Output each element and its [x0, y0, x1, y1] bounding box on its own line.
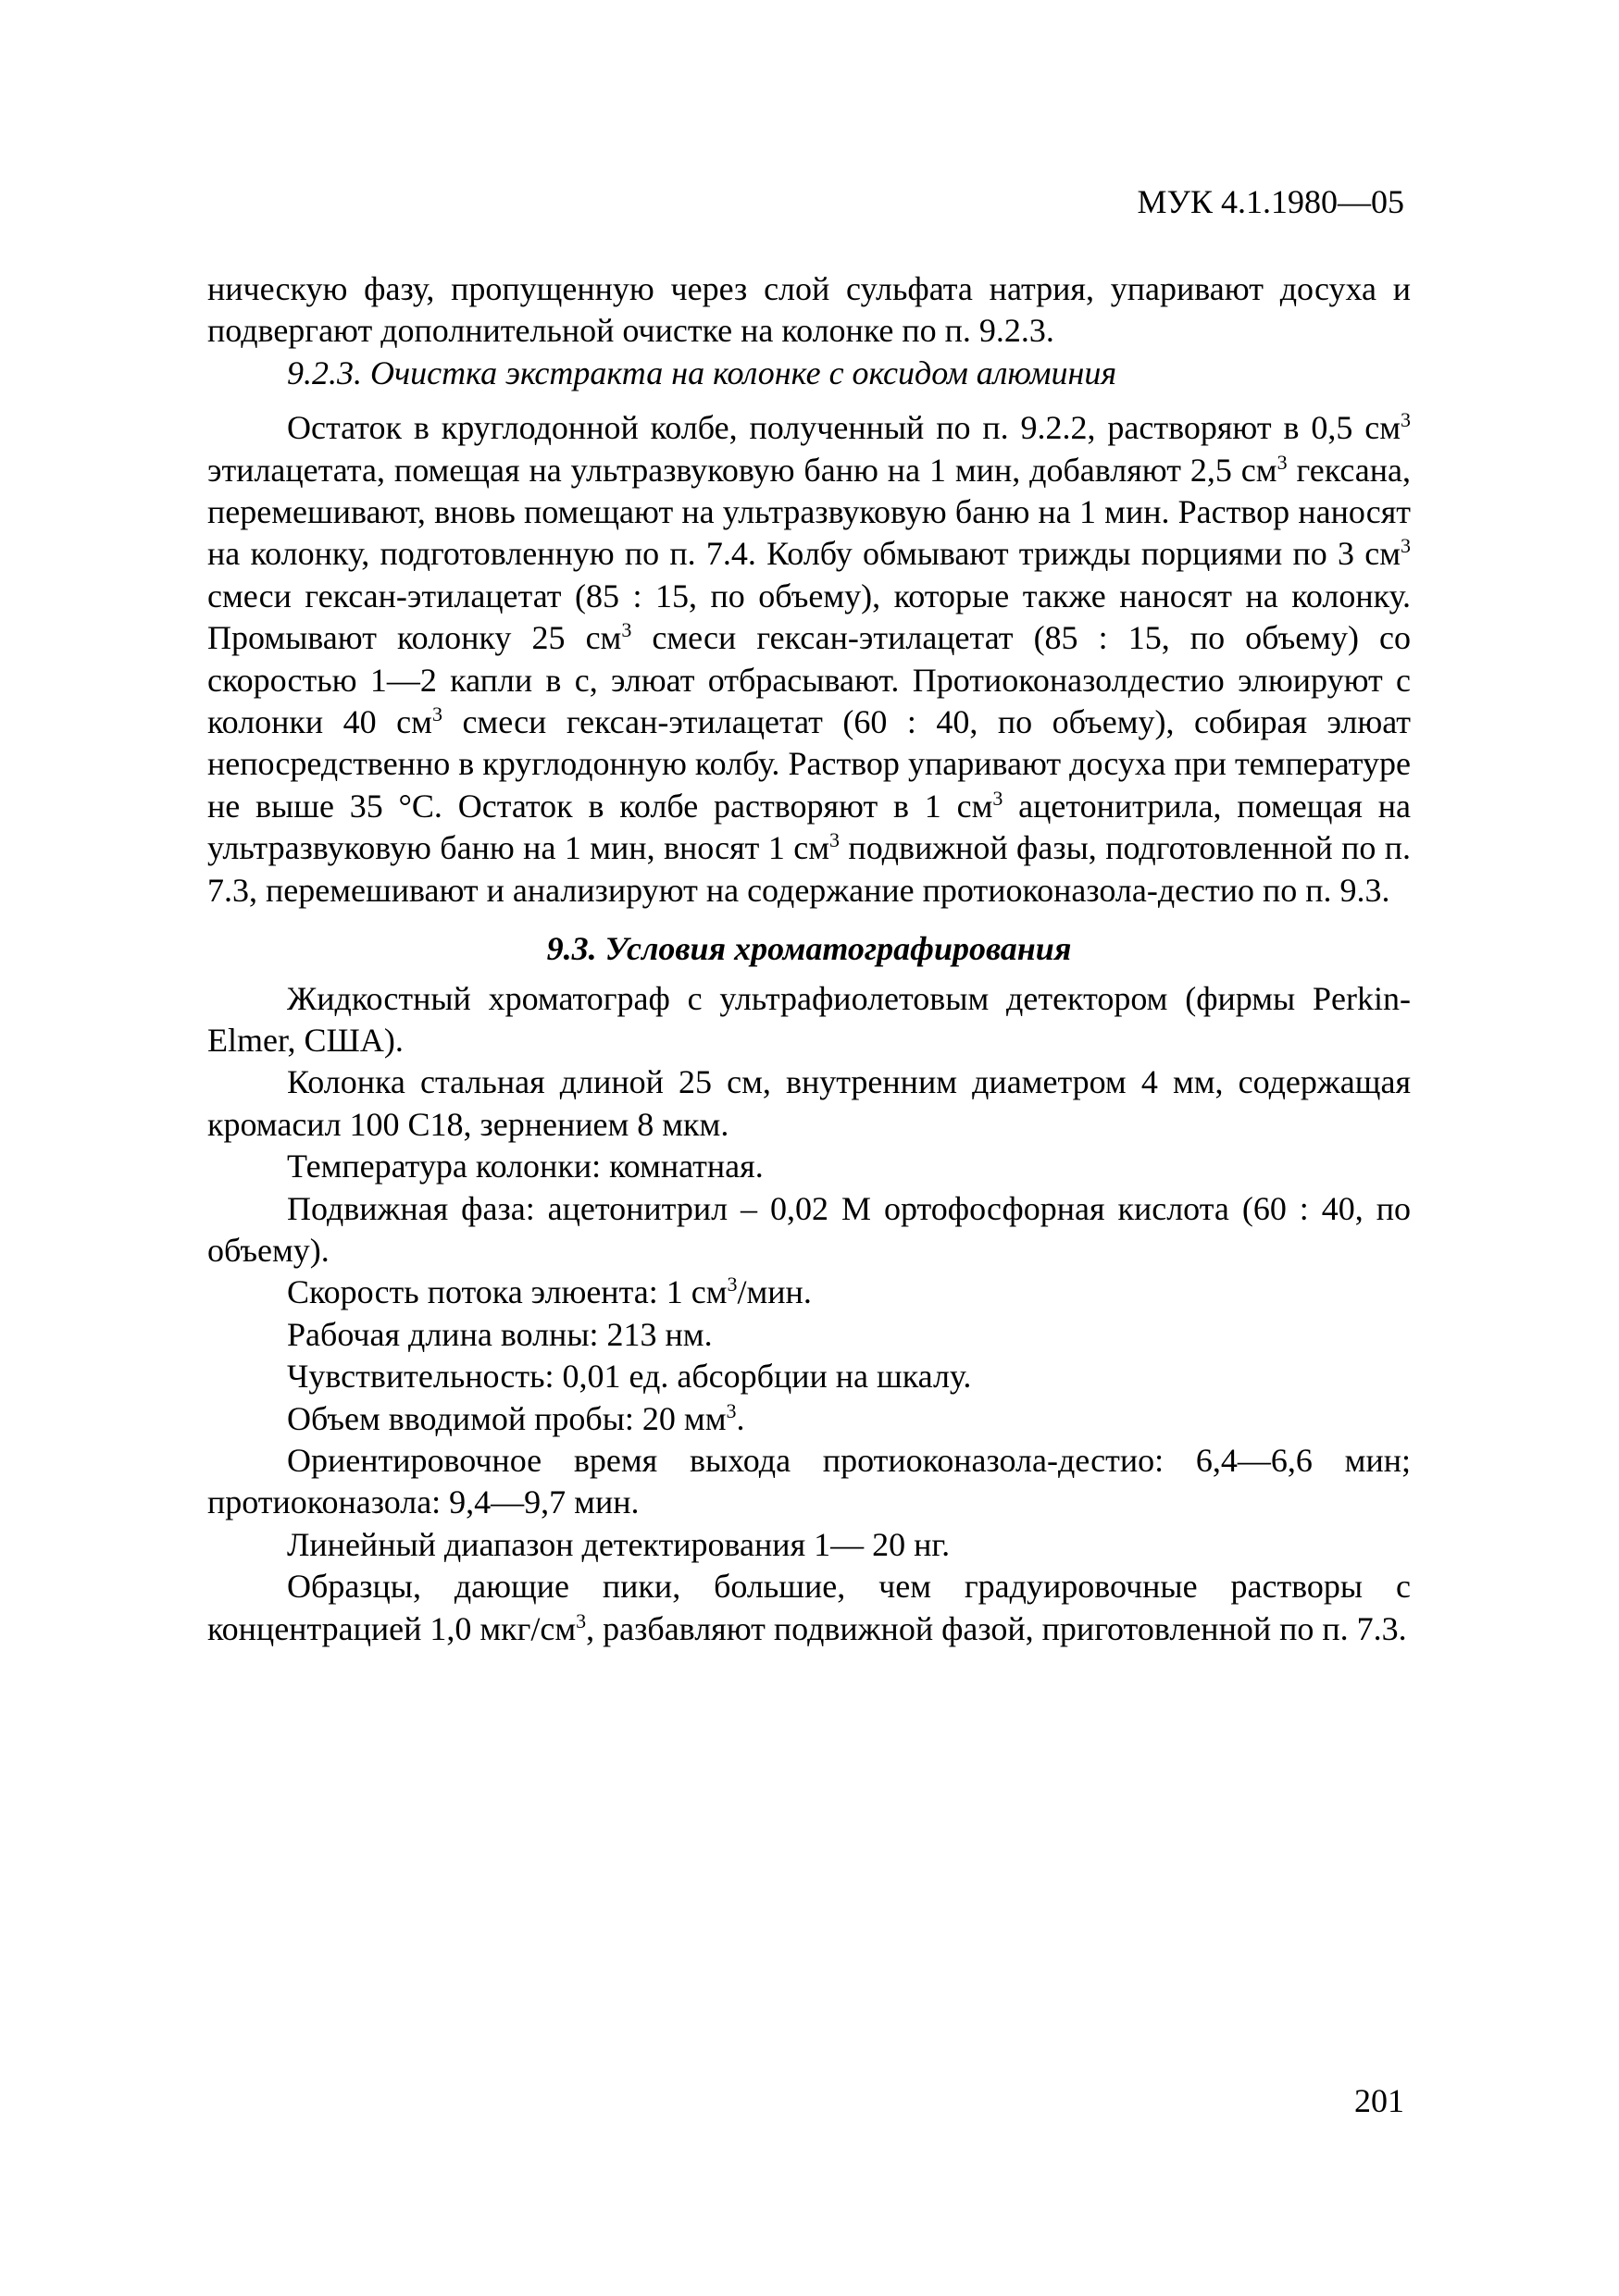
document-code-header: МУК 4.1.1980—05: [1137, 183, 1404, 220]
paragraph-dilution: Образцы, дающие пики, большие, чем градуировочные растворы с концентрацией 1,0 мкг/$см^3$, разбавляют подвижной фазой, приготовленной по п. 7.3.: [207, 1568, 1411, 1647]
heading-9-3: 9.3. Условия хроматографирования: [546, 930, 1072, 968]
paragraph-wavelength: Рабочая длина волны: 213 нм.: [287, 1315, 713, 1353]
paragraph-chromatograph: Жидкостный хроматограф с ультрафиолетовым детектором (фирмы Perkin-Elmer, США).: [207, 979, 1411, 1059]
paragraph-linear-range: Линейный диапазон детектирования 1— 20 нг.: [287, 1525, 951, 1563]
paragraph-column-temperature: Температура колонки: комнатная.: [287, 1148, 764, 1185]
paragraph-flow-rate: Скорость потока элюента: 1 $см^3$/мин.: [287, 1272, 812, 1311]
paragraph-column: Колонка стальная длиной 25 см, внутренним диаметром 4 мм, содержащая кромасил 100 С18, зернением 8 мкм.: [207, 1063, 1411, 1143]
page-number: 201: [1354, 2082, 1404, 2119]
paragraph-continuation: ническую фазу, пропущенную через слой сульфата натрия, упаривают досуха и подвергают дополнительной очистке на колонке по п. 9.2.3.: [207, 270, 1411, 350]
paragraph-retention-time: Ориентировочное время выхода протиоконазола-дестио: 6,4—6,6 мин; протиоконазола: 9,4—9,7 мин.: [207, 1441, 1411, 1521]
page-body: [207, 268, 1411, 1650]
paragraph-sample-volume: Объем вводимой пробы: 20 $мм^3$.: [287, 1398, 745, 1437]
paragraph-mobile-phase: Подвижная фаза: ацетонитрил – 0,02 М ортофосфорная кислота (60 : 40, по объему).: [207, 1189, 1411, 1269]
paragraph-column-cleanup: Остаток в круглодонной колбе, полученный по п. 9.2.2, растворяют в 0,5 $см^3$ этилацетата, помещая на ультразвуковую баню на 1 мин, добавляют 2,5 $см^3$ гексана, перемешивают, вновь помещают на ультразвуковую баню на 1 мин. Раствор наносят на колонку, подготовленную по п. 7.4. Колбу обмывают трижды порциями по 3 $см^3$ смеси гексан-этилацетат (85 : 15, по объему), которые также наносят на колонку. Промывают колонку 25 $см^3$ смеси гексан-этилацетат (85 : 15, по объему) со скоростью 1—2 капли в с, элюат отбрасывают. Протиоконазолдестио элюируют с колонки 40 $см^3$ смеси гексан-этилацетат (60 : 40, по объему), собирая элюат непосредственно в круглодонную колбу. Раствор упаривают досуха при температуре не выше 35 °С. Остаток в колбе растворяют в 1 $см^3$ ацетонитрила, помещая на ультразвуковую баню на 1 мин, вносят 1 $см^3$ подвижной фазы, подготовленной по п. 7.3, перемешивают и анализируют на содержание протиоконазола-дестио по п. 9.3.: [207, 408, 1412, 909]
paragraph-sensitivity: Чувствительность: 0,01 ед. абсорбции на шкалу.: [287, 1358, 972, 1396]
subheading-9-2-3: 9.2.3. Очистка экстракта на колонке с оксидом алюминия: [287, 354, 1117, 391]
